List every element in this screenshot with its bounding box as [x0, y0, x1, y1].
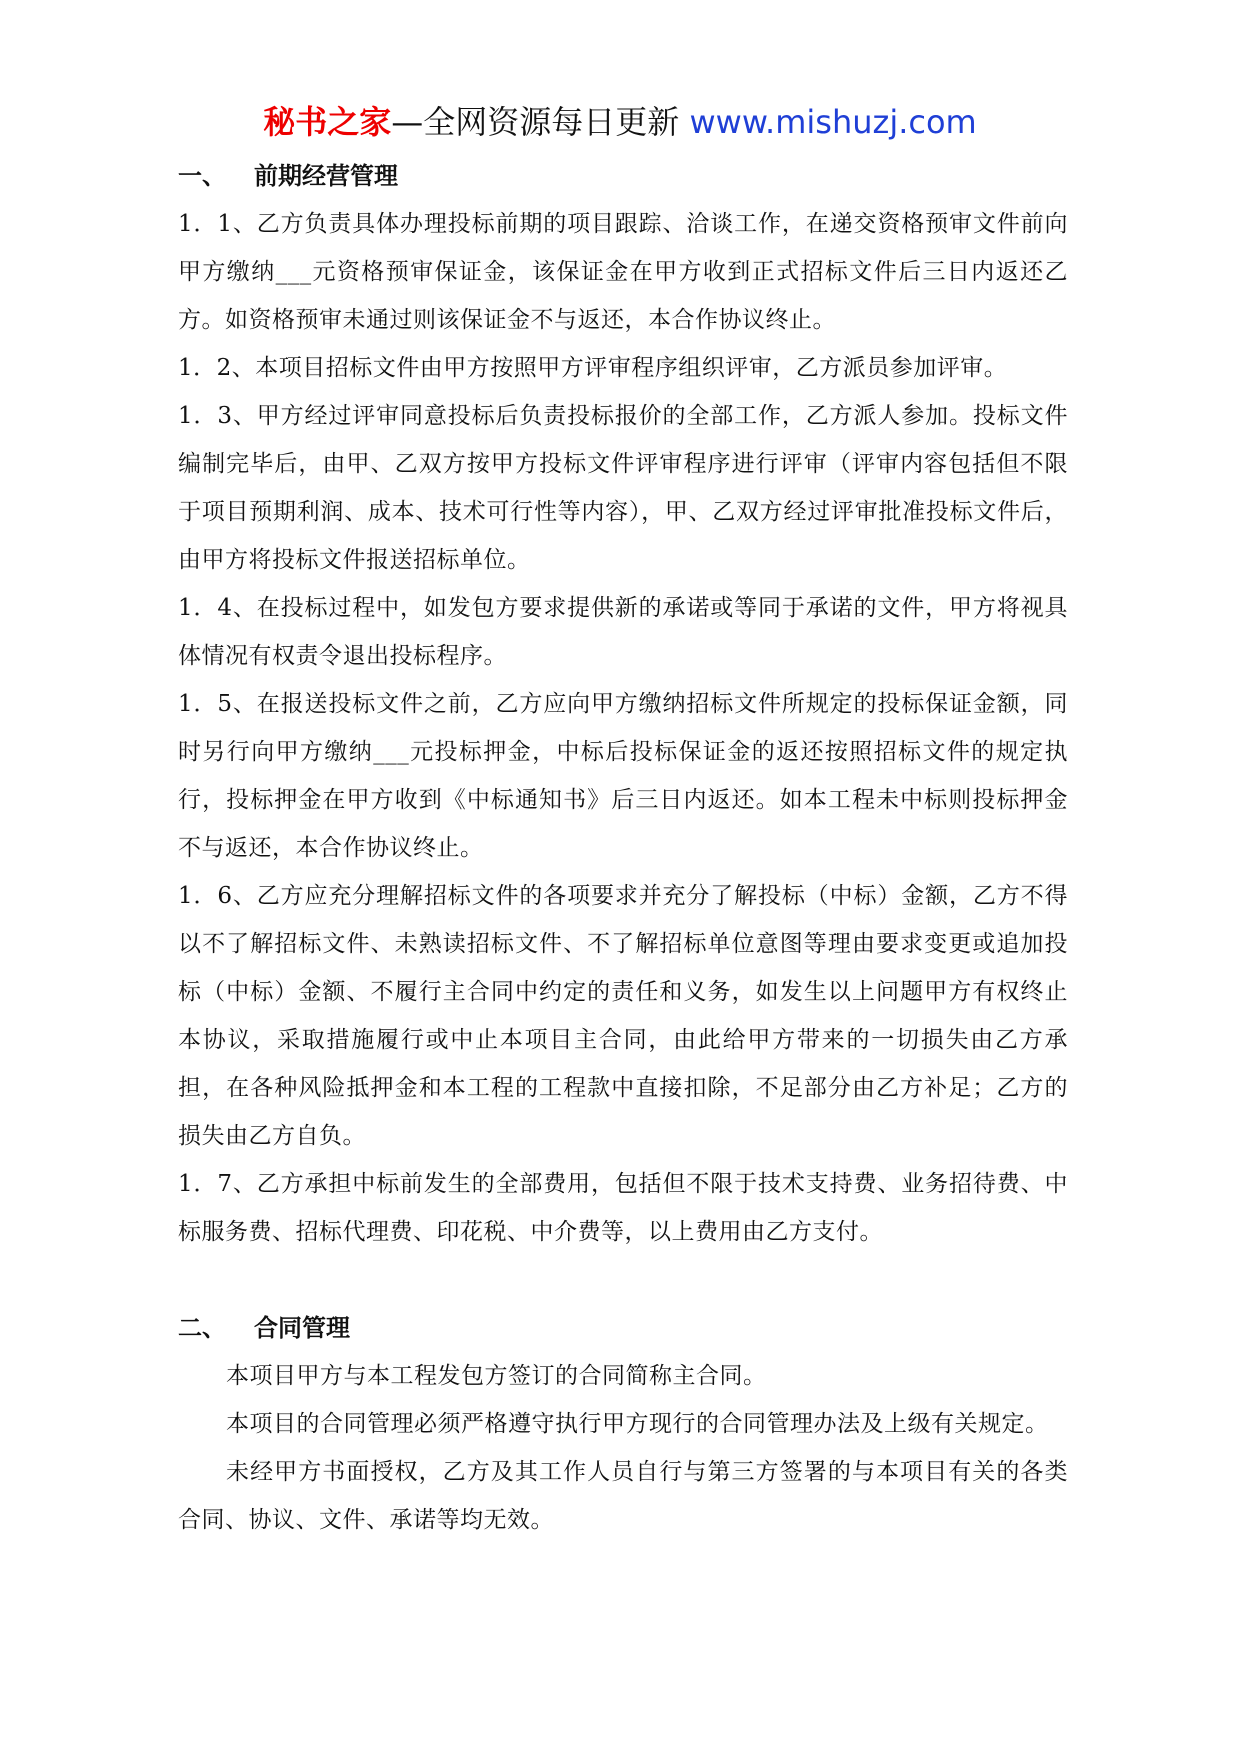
clause-1-5: 1．5、在报送投标文件之前，乙方应向甲方缴纳招标文件所规定的投标保证金额，同时另行向甲方缴纳___元投标押金，中标后投标保证金的返还按照招标文件的规定执行，投标押金在甲方收到《中标通知书》后三日内返还。如本工程未中标则投标押金不与返还，本合作协议终止。	[178, 691, 1068, 861]
section-spacer	[178, 1256, 1068, 1304]
page-header	[0, 100, 1240, 144]
section-title: 合同管理	[254, 1314, 350, 1342]
section-number: 一、	[178, 162, 226, 190]
clause-1-3: 1．3、甲方经过评审同意投标后负责投标报价的全部工作，乙方派人参加。投标文件编制完毕后，由甲、乙双方按甲方投标文件评审程序进行评审（评审内容包括但不限于项目预期利润、成本、技术可行性等内容），甲、乙双方经过评审批准投标文件后，由甲方将投标文件报送招标单位。	[178, 403, 1068, 573]
clause-1-1: 1．1、乙方负责具体办理投标前期的项目跟踪、洽谈工作，在递交资格预审文件前向甲方缴纳___元资格预审保证金，该保证金在甲方收到正式招标文件后三日内返还乙方。如资格预审未通过则该保证金不与返还，本合作协议终止。	[178, 211, 1068, 333]
clause-1-6: 1．6、乙方应充分理解招标文件的各项要求并充分了解投标（中标）金额，乙方不得以不了解招标文件、未熟读招标文件、不了解招标单位意图等理由要求变更或追加投标（中标）金额、不履行主合同中约定的责任和义务，如发生以上问题甲方有权终止本协议，采取措施履行或中止本项目主合同，由此给甲方带来的一切损失由乙方承担，在各种风险抵押金和本工程的工程款中直接扣除，不足部分由乙方补足；乙方的损失由乙方自负。	[178, 883, 1068, 1149]
header-slogan: —全网资源每日更新	[391, 103, 690, 141]
section-number: 二、	[178, 1314, 226, 1342]
clause-1-2: 1．2、本项目招标文件由甲方按照甲方评审程序组织评审，乙方派员参加评审。	[178, 355, 1008, 381]
contract-paragraph-1: 本项目甲方与本工程发包方签订的合同简称主合同。	[226, 1363, 767, 1389]
contract-paragraph-2: 本项目的合同管理必须严格遵守执行甲方现行的合同管理办法及上级有关规定。	[226, 1411, 1049, 1437]
section-heading-1	[178, 152, 1068, 200]
clause-1-4: 1．4、在投标过程中，如发包方要求提供新的承诺或等同于承诺的文件，甲方将视具体情况有权责令退出投标程序。	[178, 595, 1068, 669]
header-brand: 秘书之家	[263, 103, 392, 141]
section-title: 前期经营管理	[254, 162, 398, 190]
clause-1-7: 1．7、乙方承担中标前发生的全部费用，包括但不限于技术支持费、业务招待费、中标服务费、招标代理费、印花税、中介费等，以上费用由乙方支付。	[178, 1171, 1068, 1245]
header-url-link[interactable]: www.mishuzj.com	[689, 103, 977, 141]
section-heading-2	[178, 1304, 1068, 1352]
contract-paragraph-3: 未经甲方书面授权，乙方及其工作人员自行与第三方签署的与本项目有关的各类合同、协议、文件、承诺等均无效。	[178, 1459, 1068, 1533]
document-body	[178, 152, 1068, 1544]
